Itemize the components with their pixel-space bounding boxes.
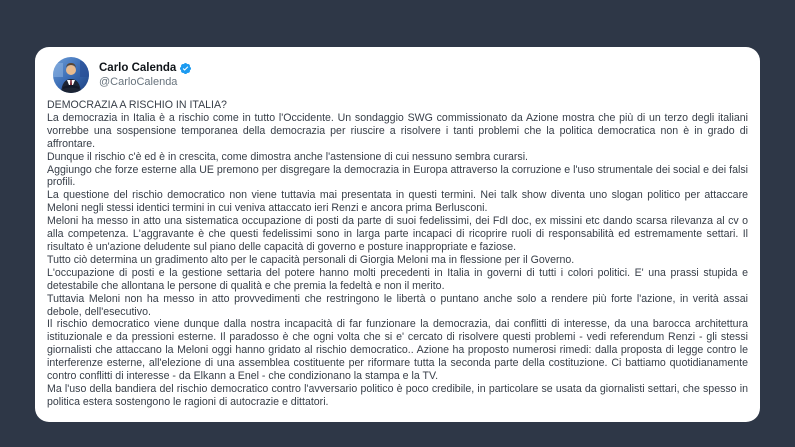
- tweet-paragraph: Tutto ciò determina un gradimento alto per le capacità personali di Giorgia Meloni ma in flessione per il Governo.: [47, 253, 575, 266]
- tweet-paragraph: La democrazia in Italia è a rischio come in tutto l'Occidente. Un sondaggio SWG commissionato da Azione mostra che più di un terzo degli italiani vorrebbe una sospensione temporanea della democrazia per riuscire a risolvere i tanti problemi che la politica democratica non è in grado di affrontare.: [47, 111, 748, 150]
- tweet-paragraph: Aggiungo che forze esterne alla UE premono per disgregare la democrazia in Europa attraverso la corruzione e l'uso strumentale dei social e dei falsi profili.: [47, 163, 748, 189]
- tweet-text: [47, 99, 748, 409]
- tweet-paragraph: Ma l'uso della bandiera del rischio democratico contro l'avversario politico è poco credibile, in particolare se usata da giornalisti settari, che spesso in politica estera sostengono le ragioni di autocrazie e dittatori.: [47, 382, 748, 408]
- tweet-title: DEMOCRAZIA A RISCHIO IN ITALIA?: [47, 99, 227, 111]
- tweet-paragraph: La questione del rischio democratico non viene tuttavia mai presentata in questi termini. Nei talk show diventa uno slogan politico per attaccare Meloni negli stessi identici termini in cui veniva attaccato ieri Renzi e ancora prima Berlusconi.: [47, 189, 748, 215]
- tweet-paragraph: L'occupazione di posti e la gestione settaria del potere hanno molti precedenti in Italia in governi di tutti i colori politici. E' una prassi stupida e detestabile che allontana le persone di qualità e che premia la fedeltà e non il merito.: [47, 266, 748, 292]
- author-block: [99, 61, 192, 89]
- tweet-paragraph: Il rischio democratico viene dunque dalla nostra incapacità di far funzionare la democrazia, dai conflitti di interesse, da una barocca architettura istituzionale e da pressioni esterne. Il paradosso è che ogni volta che si e' cercato di risolvere questi problemi - vedi referendum Renzi - gli stessi giornalisti che attaccano la Meloni oggi hanno gridato al rischio democratico.. Azione ha proposto numerosi rimedi: dalla proposta di legge contro le interferenze esterne, all'elezione di una assemblea costituente per riformare tutta la seconda parte della costituzione. Ci battiamo quotidianamente contro conflitti di interesse - da Elkann a Enel - che condizionano la stampa e la TV.: [47, 318, 748, 383]
- tweet-paragraph: Meloni ha messo in atto una sistematica occupazione di posti da parte di suoi fedelissimi, dei FdI doc, ex missini etc dando scarsa rilevanza al cv o alla competenza. L'aggravante è che questi fedelissimi sono in larga parte incapaci di ricoprire ruoli di responsabilità ed estremamente settari. Il risultato è un'azione deludente sul piano delle capacità di governo e posture inappropriate e faziose.: [47, 215, 748, 253]
- author-handle[interactable]: @CarloCalenda: [99, 76, 178, 88]
- tweet-card: [35, 47, 760, 422]
- profile-photo-icon: [53, 57, 89, 93]
- tweet-paragraph: Dunque il rischio c'è ed è in crescita, come dimostra anche l'astensione di cui nessuno sembra curarsi.: [47, 150, 528, 163]
- verified-badge-icon: [179, 62, 192, 75]
- avatar[interactable]: [53, 57, 89, 93]
- tweet-paragraph: Tuttavia Meloni non ha messo in atto provvedimenti che restringono le libertà o puntano anche solo a rendere più forte l'azione, in verità assai debole, dell'esecutivo.: [47, 292, 748, 318]
- tweet-paragraphs: [47, 112, 748, 409]
- author-name[interactable]: Carlo Calenda: [99, 62, 177, 74]
- tweet-header: [47, 57, 748, 93]
